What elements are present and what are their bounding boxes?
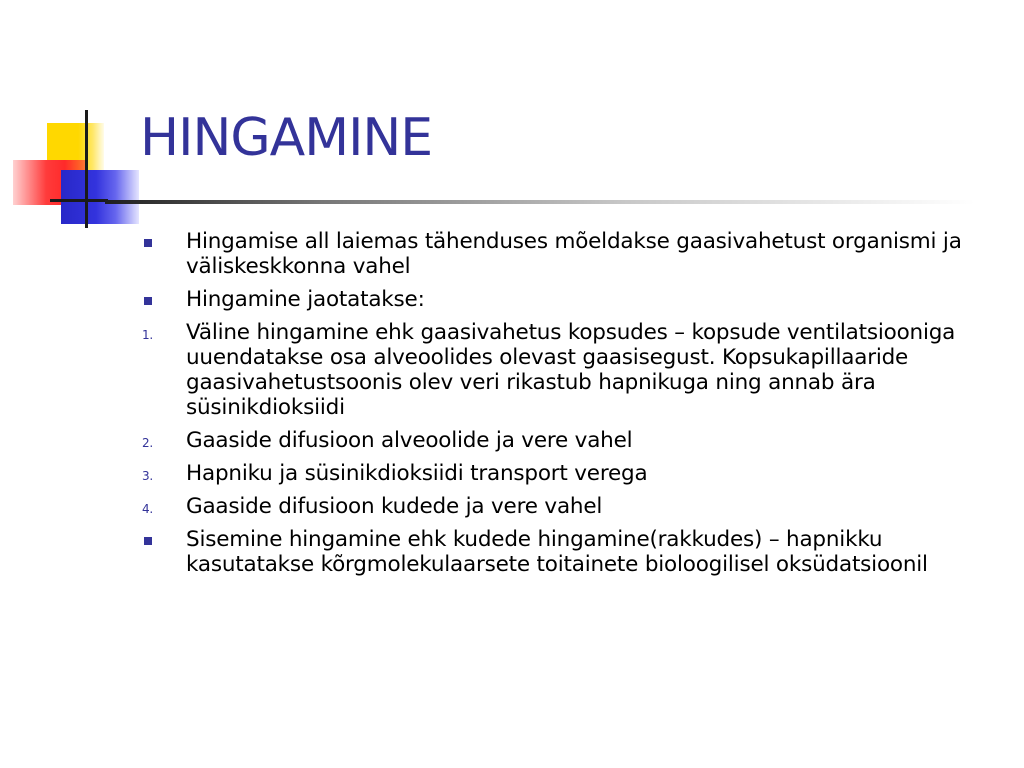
list-item-number: 1. [142, 328, 154, 342]
square-bullet-icon [144, 239, 152, 247]
list-item [140, 461, 1010, 486]
list-item [140, 527, 1010, 577]
list-item-text: Hingamise all laiemas tähenduses mõeldakse gaasivahetust organismi ja väliskeskkonna vahel [186, 229, 962, 279]
list-item-text: Gaaside difusioon alveoolide ja vere vahel [186, 428, 633, 453]
list-item-text: Hingamine jaotatakse: [186, 287, 425, 312]
list-item [140, 494, 1010, 519]
list-item [140, 229, 1010, 279]
list-item-number: 3. [142, 469, 154, 483]
list-item-text: Hapniku ja süsinikdioksiidi transport verega [186, 461, 648, 486]
square-bullet-icon [144, 537, 152, 545]
logo-vertical-line [85, 110, 88, 228]
slide-title: HINGAMINE [140, 108, 433, 168]
list-item-text: Sisemine hingamine ehk kudede hingamine(rakkudes) – hapnikku kasutatakse kõrgmolekulaarsete toitainete bioloogilisel oksüdatsioonil [186, 527, 928, 577]
list-item [140, 287, 1010, 312]
list-item-text: Väline hingamine ehk gaasivahetus kopsudes – kopsude ventilatsiooniga uuendatakse osa alveoolides olevast gaasisegust. Kopsukapillaaride gaasivahetustsoonis olev veri rikastub hapnikuga ning annab ära süsinikdioksiidi [186, 320, 956, 420]
logo-horizontal-line [50, 199, 108, 202]
title-underline-divider [105, 200, 975, 204]
list-item-text: Gaaside difusioon kudede ja vere vahel [186, 494, 603, 519]
logo-blue-square [61, 170, 139, 224]
list-item [140, 428, 1010, 453]
bullet-list [140, 229, 1010, 585]
list-item [140, 320, 1010, 420]
list-item-number: 2. [142, 436, 154, 450]
square-bullet-icon [144, 297, 152, 305]
decorative-squares-logo [0, 0, 150, 240]
list-item-number: 4. [142, 502, 154, 516]
